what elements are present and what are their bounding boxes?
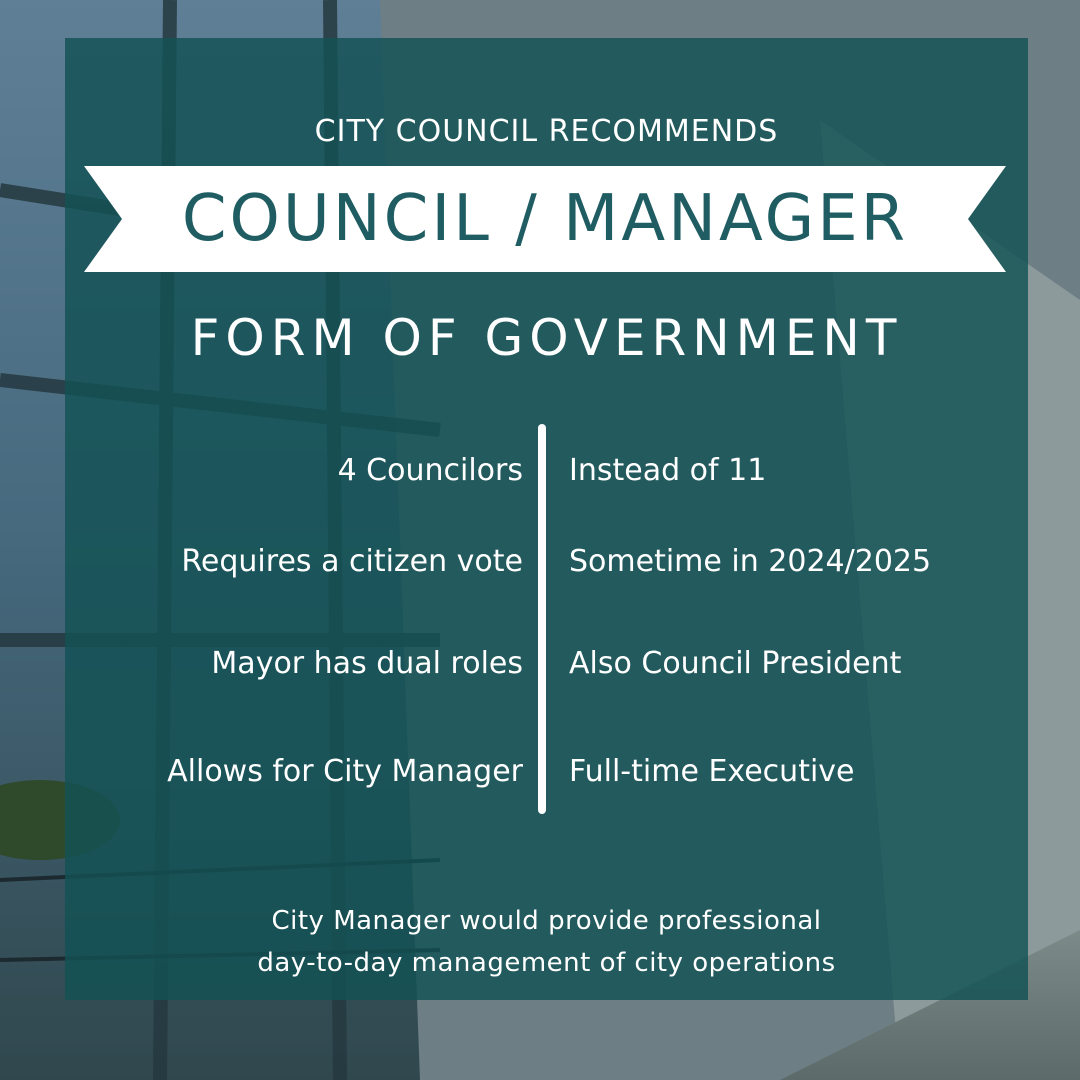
row-label: Allows for City Manager [167, 754, 523, 789]
row-detail: Full-time Executive [569, 754, 855, 789]
footer-note [65, 900, 1028, 984]
comparison-row [65, 644, 1028, 684]
comparison-row [65, 542, 1028, 582]
comparison-row [65, 451, 1028, 491]
row-label: 4 Councilors [337, 453, 523, 488]
footer-line: day-to-day management of city operations [257, 948, 836, 978]
comparison-row [65, 752, 1028, 792]
row-detail: Instead of 11 [569, 453, 767, 488]
row-detail: Also Council President [569, 646, 902, 681]
subtitle: FORM OF GOVERNMENT [190, 309, 903, 367]
footer-line: City Manager would provide professional [271, 906, 822, 936]
main-title: COUNCIL / MANAGER [181, 182, 909, 256]
row-detail: Sometime in 2024/2025 [569, 544, 932, 579]
row-label: Requires a citizen vote [181, 544, 523, 579]
title-ribbon [84, 166, 1006, 272]
row-label: Mayor has dual roles [211, 646, 523, 681]
kicker-heading: CITY COUNCIL RECOMMENDS [314, 114, 779, 149]
